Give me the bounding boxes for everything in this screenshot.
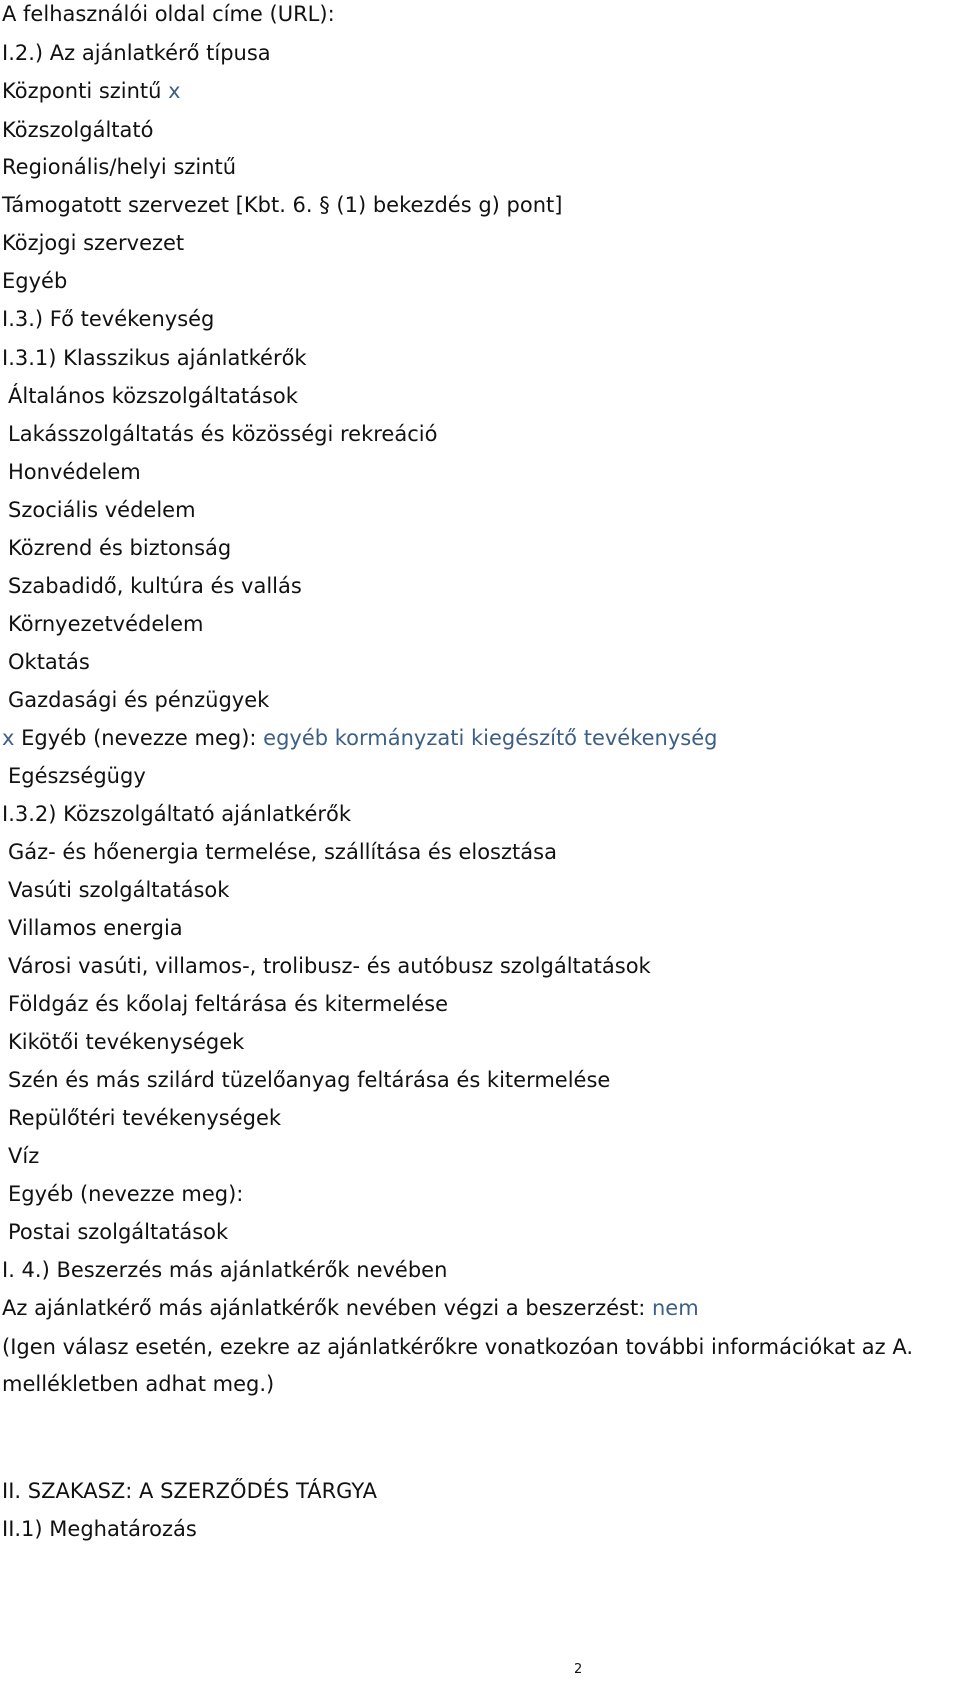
section-heading-ii: II. SZAKASZ: A SZERZŐDÉS TÁRGYA <box>2 1479 377 1503</box>
section-heading-i4: I. 4.) Beszerzés más ajánlatkérők nevében <box>2 1258 448 1282</box>
list-item: Általános közszolgáltatások <box>8 384 298 408</box>
list-item: Városi vasúti, villamos-, trolibusz- és autóbusz szolgáltatások <box>8 954 651 978</box>
list-item: Villamos energia <box>8 916 183 940</box>
procurement-on-behalf-line: Az ajánlatkérő más ajánlatkérők nevében végzi a beszerzést: nem <box>2 1296 699 1320</box>
list-item-other-selected: x Egyéb (nevezze meg): egyéb kormányzati kiegészítő tevékenység <box>2 726 718 750</box>
note-line: mellékletben adhat meg.) <box>2 1372 275 1396</box>
list-item: Szabadidő, kultúra és vallás <box>8 574 302 598</box>
list-item: Oktatás <box>8 650 90 674</box>
list-item: Földgáz és kőolaj feltárása és kitermelése <box>8 992 449 1016</box>
note-line: (Igen válasz esetén, ezekre az ajánlatkérőkre vonatkozóan további információkat az A. <box>2 1335 914 1359</box>
option-central: Központi szintű x <box>2 79 181 103</box>
section-heading-i3: I.3.) Fő tevékenység <box>2 307 215 331</box>
list-item: Honvédelem <box>8 460 141 484</box>
option-public-law-body: Közjogi szervezet <box>2 231 185 255</box>
option-other: Egyéb <box>2 269 68 293</box>
list-item: Egyéb (nevezze meg): <box>8 1182 244 1206</box>
list-item: Postai szolgáltatások <box>8 1220 229 1244</box>
section-heading-ii1: II.1) Meghatározás <box>2 1517 197 1541</box>
list-item: Víz <box>8 1144 40 1168</box>
option-public-utility: Közszolgáltató <box>2 118 154 142</box>
list-item: Szén és más szilárd tüzelőanyag feltárása és kitermelése <box>8 1068 611 1092</box>
list-item: Lakásszolgáltatás és közösségi rekreáció <box>8 422 438 446</box>
section-heading-i32: I.3.2) Közszolgáltató ajánlatkérők <box>2 802 352 826</box>
section-heading-i2: I.2.) Az ajánlatkérő típusa <box>2 41 271 65</box>
page-number: 2 <box>574 1662 583 1677</box>
list-item: Gazdasági és pénzügyek <box>8 688 270 712</box>
procurement-answer-value: nem <box>652 1296 699 1320</box>
option-regional: Regionális/helyi szintű <box>2 155 237 179</box>
selected-mark: x <box>2 726 15 750</box>
list-item: Közrend és biztonság <box>8 536 232 560</box>
list-item: Vasúti szolgáltatások <box>8 878 230 902</box>
url-label: A felhasználói oldal címe (URL): <box>2 2 335 26</box>
list-item: Repülőtéri tevékenységek <box>8 1106 282 1130</box>
list-item: Környezetvédelem <box>8 612 204 636</box>
list-item: Egészségügy <box>8 764 146 788</box>
list-item: Szociális védelem <box>8 498 196 522</box>
other-activity-value: egyéb kormányzati kiegészítő tevékenység <box>263 726 718 750</box>
list-item: Gáz- és hőenergia termelése, szállítása és elosztása <box>8 840 557 864</box>
selected-mark: x <box>168 79 181 103</box>
section-heading-i31: I.3.1) Klasszikus ajánlatkérők <box>2 346 307 370</box>
list-item: Kikötői tevékenységek <box>8 1030 245 1054</box>
option-supported-org: Támogatott szervezet [Kbt. 6. § (1) bekezdés g) pont] <box>2 193 563 217</box>
